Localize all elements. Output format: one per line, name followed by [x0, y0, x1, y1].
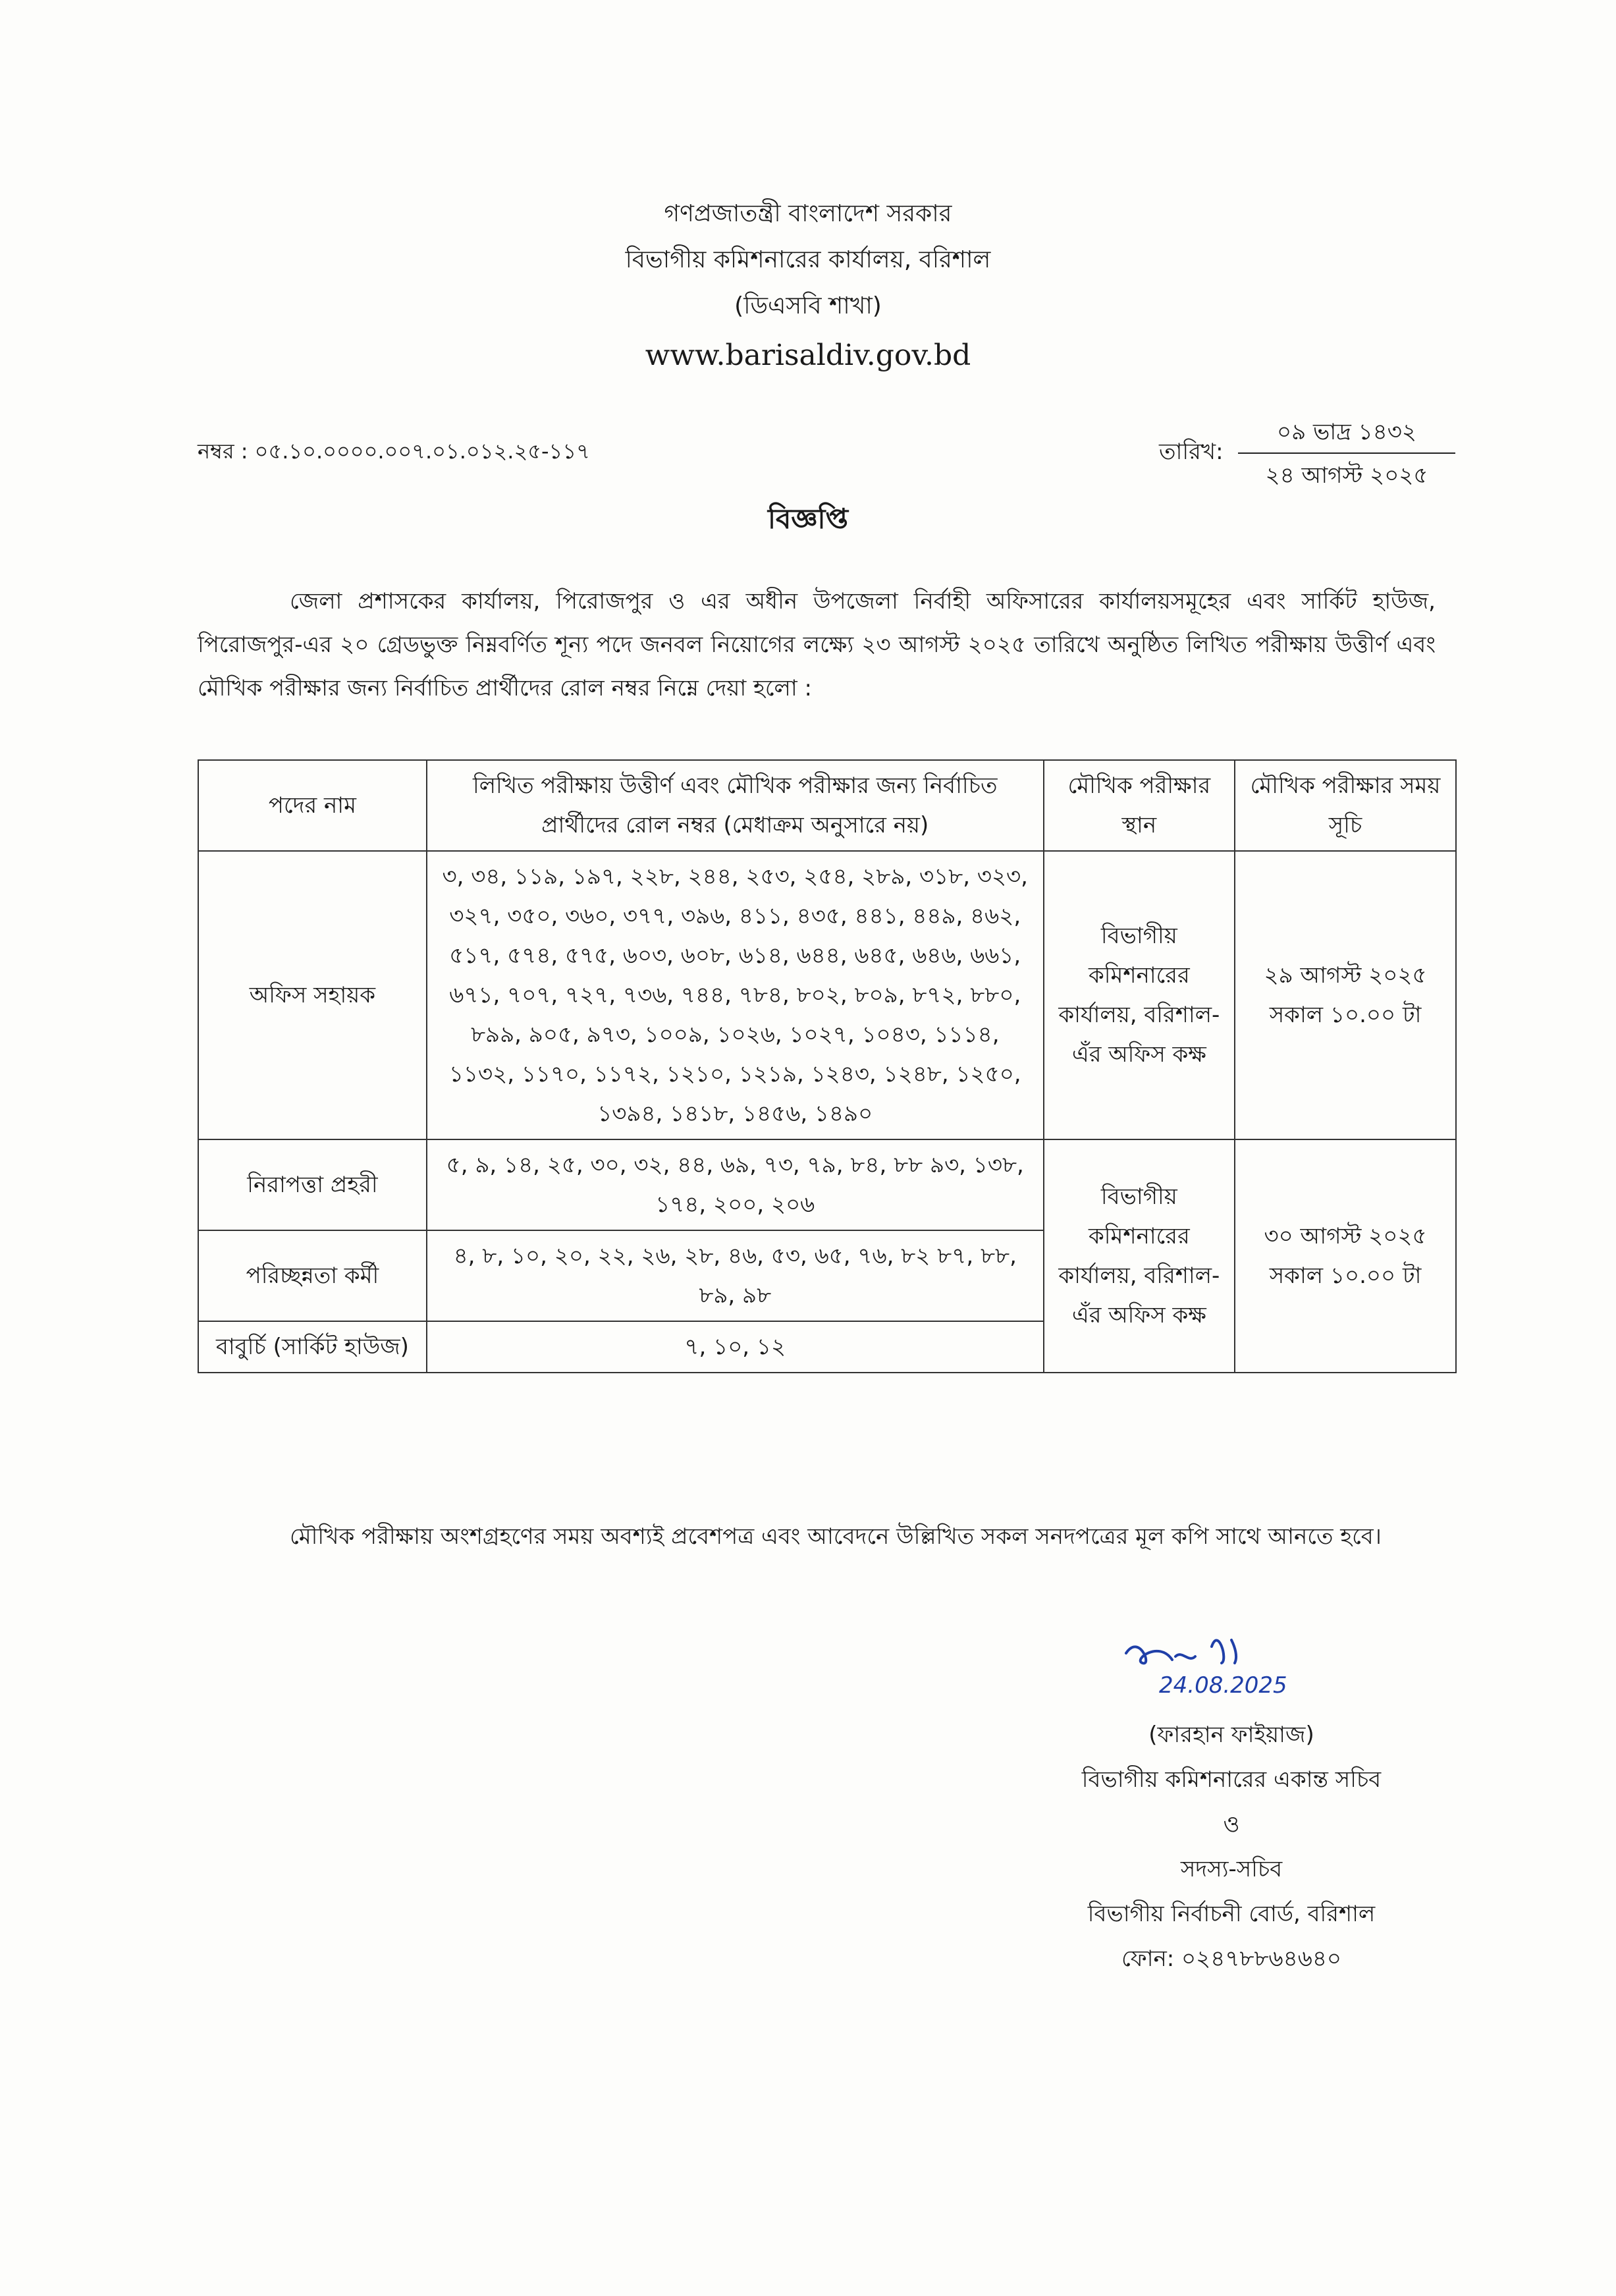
government-name: গণপ্রজাতন্ত্রী বাংলাদেশ সরকার — [664, 200, 952, 227]
header-post: পদের নাম — [198, 760, 427, 851]
exam-schedule — [1235, 1139, 1456, 1373]
exam-venue: বিভাগীয় কমিশনারের কার্যালয়, বরিশাল-এঁর অফিস কক্ষ — [1044, 1139, 1235, 1373]
header-venue: মৌখিক পরীক্ষার স্থান — [1044, 760, 1235, 851]
intro-paragraph: জেলা প্রশাসকের কার্যালয়, পিরোজপুর ও এর অধীন উপজেলা নির্বাহী অফিসারের কার্যালয়সমূহের এবং সার্কিট হাউজ, পিরোজপুর-এর ২০ গ্রেডভুক্ত নিম্নবর্ণিত শূন্য পদে জনবল নিয়োগের লক্ষ্যে ২৩ আগস্ট ২০২৫ তারিখে অনুষ্ঠিত লিখিত পরীক্ষায় উত্তীর্ণ এবং মৌখিক পরীক্ষার জন্য নির্বাচিত প্রার্থীদের রোল নম্বর নিম্নে দেয়া হলো : — [198, 588, 1436, 701]
exam-schedule — [1235, 851, 1456, 1139]
letterhead — [0, 191, 1616, 382]
date-english: ২৪ আগস্ট ২০২৫ — [1265, 462, 1428, 489]
branch-name: (ডিএসবি শাখা) — [734, 292, 882, 319]
table-row — [198, 1139, 1456, 1230]
date-box — [1238, 412, 1455, 497]
exam-venue: বিভাগীয় কমিশনারের কার্যালয়, বরিশাল-এঁর অফিস কক্ষ — [1044, 851, 1235, 1139]
roll-numbers: ৩, ৩৪, ১১৯, ১৯৭, ২২৮, ২৪৪, ২৫৩, ২৫৪, ২৮৯, ৩১৮, ৩২৩, ৩২৭, ৩৫০, ৩৬০, ৩৭৭, ৩৯৬, ৪১১, ৪৩৫, ৪৪১, ৪৪৯, ৪৬২, ৫১৭, ৫৭৪, ৫৭৫, ৬০৩, ৬০৮, ৬১৪, ৬৪৪, ৬৪৫, ৬৪৬, ৬৬১, ৬৭১, ৭০৭, ৭২৭, ৭৩৬, ৭৪৪, ৭৮৪, ৮০২, ৮০৯, ৮৭২, ৮৮০, ৮৯৯, ৯০৫, ৯৭৩, ১০০৯, ১০২৬, ১০২৭, ১০৪৩, ১১১৪, ১১৩২, ১১৭০, ১১৭২, ১২১০, ১২১৯, ১২৪৩, ১২৪৮, ১২৫০, ১৩৯৪, ১৪১৮, ১৪৫৬, ১৪৯০ — [427, 851, 1044, 1139]
website-url: www.barisaldiv.gov.bd — [645, 339, 971, 372]
signatory-block — [935, 1712, 1528, 1981]
schedule-date: ২৯ আগস্ট ২০২৫ — [1264, 962, 1427, 989]
roll-numbers: ৭, ১০, ১২ — [427, 1321, 1044, 1373]
schedule-time: সকাল ১০.০০ টা — [1269, 1002, 1422, 1028]
signature-date: 24.08.2025 — [1159, 1672, 1287, 1699]
table-row — [198, 851, 1456, 1139]
schedule-time: সকাল ১০.০০ টা — [1269, 1263, 1422, 1289]
roll-numbers: ৫, ৯, ১৪, ২৫, ৩০, ৩২, ৪৪, ৬৯, ৭৩, ৭৯, ৮৪, ৮৮ ৯৩, ১৩৮, ১৭৪, ২০০, ২০৬ — [427, 1139, 1044, 1230]
post-name: পরিচ্ছন্নতা কর্মী — [198, 1230, 427, 1321]
header-schedule: মৌখিক পরীক্ষার সময় সূচি — [1235, 760, 1456, 851]
signatory-designation: সদস্য-সচিব — [1180, 1856, 1283, 1882]
post-name: অফিস সহায়ক — [198, 851, 427, 1139]
post-name: বাবুর্চি (সার্কিট হাউজ) — [198, 1321, 427, 1373]
notice-title: বিজ্ঞপ্তি — [767, 503, 849, 535]
date-bangla: ০৯ ভাদ্র ১৪৩২ — [1238, 412, 1455, 454]
results-table — [198, 759, 1457, 1373]
post-name: নিরাপত্তা প্রহরী — [198, 1139, 427, 1230]
schedule-date: ৩০ আগস্ট ২০২৫ — [1264, 1223, 1427, 1249]
roll-numbers: ৪, ৮, ১০, ২০, ২২, ২৬, ২৮, ৪৬, ৫৩, ৬৫, ৭৬, ৮২ ৮৭, ৮৮, ৮৯, ৯৮ — [427, 1230, 1044, 1321]
signatory-phone: ফোন: ০২৪৭৮৮৬৪৬৪০ — [1121, 1946, 1341, 1972]
handwritten-signature — [1113, 1627, 1337, 1699]
office-name: বিভাগীয় কমিশনারের কার্যালয়, বরিশাল — [625, 246, 991, 273]
signatory-designation: বিভাগীয় নির্বাচনী বোর্ড, বরিশাল — [1087, 1901, 1376, 1927]
signatory-conjunction: ও — [1223, 1811, 1240, 1838]
signatory-designation: বিভাগীয় কমিশনারের একান্ত সচিব — [1081, 1766, 1382, 1793]
date-label: তারিখ: — [1159, 439, 1224, 465]
footer-note: মৌখিক পরীক্ষায় অংশগ্রহণের সময় অবশ্যই প্রবেশপত্র এবং আবেদনে উল্লিখিত সকল সনদপত্রের মূল কপি সাথে আনতে হবে। — [290, 1523, 1382, 1550]
header-rolls: লিখিত পরীক্ষায় উত্তীর্ণ এবং মৌখিক পরীক্ষার জন্য নির্বাচিত প্রার্থীদের রোল নম্বর (মেধাক্রম অনুসারে নয়) — [427, 760, 1044, 851]
signatory-name: (ফারহান ফাইয়াজ) — [1148, 1722, 1314, 1748]
table-header-row — [198, 760, 1456, 851]
memo-number: নম্বর : ০৫.১০.০০০০.০০৭.০১.০১২.২৫-১১৭ — [198, 439, 590, 464]
